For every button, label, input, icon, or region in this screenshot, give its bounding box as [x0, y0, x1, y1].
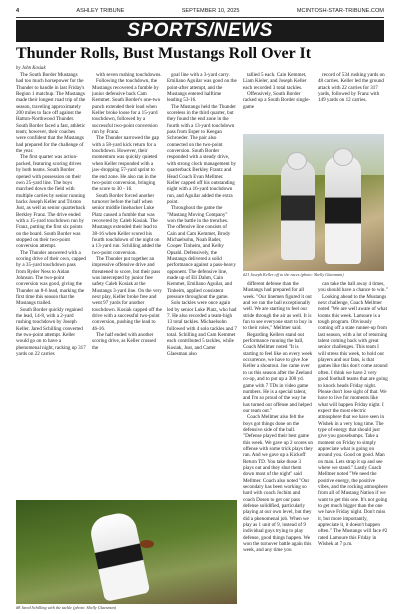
- article-paragraph: South Border quickly regained the lead, 14-8, with a 2-yard rushing touchdown by Joseph Keller. Jared Schilling converted the two-point attempt. Keller would go on to have a phenomenal night, racking up 317 yards on 22 carries: [16, 306, 86, 358]
- article-column-3: [167, 72, 237, 500]
- article-byline: by John Kosiak: [16, 66, 46, 71]
- article-column-5: [318, 72, 388, 130]
- article-paragraph: record of 534 rushing yards on 48 carries. Keller led the ground attack with 22 carries for 317 yards, followed by Franz with 149 yards on 12 carries.: [318, 72, 385, 104]
- article-paragraph: South Border forced another turnover before the half when senior middle linebacker Luke Platz caused a fumble that was recovered by Caleb Kosiak. The Mustangs extended their lead to 38-16 when Keller scored his fourth touchdown of the night on a 13-yard run. Schilling added the two-point conversion.: [92, 192, 162, 256]
- website: MCINTOSH-STAR-TRIBUNE.COM: [296, 8, 384, 14]
- article-paragraph: Throughout the game the "Mustang Moving Company" won the battle in the trenches. The offensive line consists of Cain and Cam Kemmet, Brody Michaelsohn, Noah Bader, Cooper Tinheim, and Kelby Opsahl. Defensively, the Mustangs delivered a solid performance against a pass-heavy opponent. The defensive line, made up of Eli Dahm, Cain Kemmet, Emiliano Aguilar, and Tinheim, applied consistent pressure throughout the game.: [167, 205, 236, 301]
- page-number: 4: [16, 8, 20, 14]
- photo-joseph-keller: [243, 134, 384, 271]
- article-column-5-lower: [318, 281, 388, 611]
- article-paragraph: The half ended with another scoring drive, as Keller crossed the: [92, 332, 157, 351]
- article-paragraph: Following the touchdown, the Mustangs recovered a fumble by junior defensive back Cam Kemmet. South Border's one-two punch extended their lead when Keller broke loose for a 15-yard touchdown, followed by a successful two-point conversion run by Franz.: [92, 78, 161, 136]
- photo-caption-left: #8 Jared Schilling with the tackle (photo: Shelly Glaesman): [16, 605, 117, 610]
- header-rule: [16, 17, 384, 18]
- article-paragraph: Solo tackles were once again led by senior Luke Platz, who had 7. He also recorded a team-high 13 total tackles. Michaelsohn followed with 4 solo tackles and 7 total. Schilling and Cam Kemmet each contributed 5 tackles, while Kosiak, Just, and Carter Glaesman also: [167, 300, 237, 358]
- article-paragraph: The first quarter was action-packed, featuring scoring drives by both teams. South Border opened with possession on their own 25-yard line. The boys marched down the field with multiple carries by senior running backs Joseph Keller and Triston Just, as well as senior quarterback Berkley Franz. The drive ended with a 15-yard touchdown run by Franz, putting the first six points on the board. South Border was stopped on their two-point conversion attempt.: [16, 154, 86, 250]
- article-paragraph: The South Border Mustangs had too much horsepower for the Thunder to handle in last Friday's Region 1 matchup. The Mustangs made their longest road trip of the season, traveling approximately 200 miles to face off against the Hatton-Northwood Thunder. South Border faced a fast, athletic team; however, their coaches were confident that the Mustangs had prepared for the challenge of the year.: [16, 72, 86, 155]
- article-paragraph: The Mustangs held the Thunder scoreless in the third quarter, but they found the end zone in the fourth with a 13-yard touchdown pass from Esper to Keegan Schroeder. The pair also connected on the two-point conversion. South Border responded with a steady drive, with strong clock management by quarterback Berkley Frantz and Head Coach Evan Mellmer. Keller capped off his outstanding night with a 16-yard touchdown run, and Aguilar added the extra point.: [167, 103, 237, 205]
- article-paragraph: The Thunder narrowed the gap with a 58-yard kick return for a touchdown. However, their momentum was quickly quieted when Keller responded with a jaw-dropping 57-yard sprint to the end zone. He also ran in the two-point conversion, bringing the score to 30 - 16.: [92, 135, 159, 193]
- article-paragraph: different defense than the Mustangs had prepared for all week. "Our linemen figured it out and we ran the ball exceptionally well. We are starting to feel our stride through the air as well. It is fun to see everyone start to buy in to their roles," Mellmer said.: [243, 281, 313, 332]
- article-paragraph: Offensively, South Border racked up a South Border single-game: [243, 91, 311, 110]
- article-paragraph: Looking ahead to the Mustangs next challenge, Coach Mellmer noted "We are well aware of what looms this week. Lamoure is a tough program. Obviously coming off a state runner-up from last season, with a lot of returning talent coming back with great senior challenges. This team I will stress this week, to hold our players and our fans, is that games like this don't come around often. I think we have 2 very good football teams that are going to knock heads Friday night. Please don't lose sight of that. We have to live for moments like what will happen Friday night. I expect the most electric atmosphere that we have seen in Wishek in a very long time. The type of energy that should just give you goosebumps. Take a moment on Friday to simply appreciate what is going on around you. Good on good. Man on man. Lets strap it up and see where we stand." Lastly Coach Mellmer noted "We need the positive energy, the positive vibes, and the rocking atmosphere from all of Mustang Nation if we want to get this one. It's not going to get much bigger than the one we have Friday night. Don't miss it, but more importantly, appreciate it, it doesn't happen often." The Mustangs will face #2 rated Lamoure this Friday in Wishek at 7 p.m.: [318, 293, 388, 548]
- article-paragraph: The Thunder put together an impressive offensive drive and threatened to score, but their pass was intercepted by junior free safety Caleb Kosiak at the Mustangs 3-yard line. On the very next play, Keller broke free and went 97 yards for another touchdown. Kosiak capped off the drive with a successful two-point conversion, pushing the lead to 46-16.: [92, 255, 162, 332]
- article-paragraph: can take the ball away 4 times, you should have a chance to win.": [318, 281, 388, 294]
- section-title: SPORTS/NEWS: [127, 20, 273, 41]
- article-paragraph: with seven rushing touchdowns.: [96, 72, 162, 78]
- paper-name: ASHLEY TRIBUNE: [76, 8, 125, 14]
- article-paragraph: Regarding Kellers stand out performance running the ball, Coach Mellmer noted "It is starting to feel like on every week occurrence, we have to give Joe Keller a shoutout. Joe came over to us this season after the Zeeland co-op, and to put up a 300 yd. game with 7 TDs in video game numbers. He is a special talent, and I'm so proud of the way he has turned our offense and helped our team out.": [243, 331, 313, 414]
- article-paragraph: tallied 5 each. Cain Kemmet, Liam Kieler, and Joseph Keller each recorded 3 total tackles.: [243, 72, 307, 91]
- photo-jared-schilling: [16, 500, 237, 604]
- section-banner: [16, 20, 384, 42]
- issue-date: SEPTEMBER 10, 2025: [181, 8, 240, 14]
- article-paragraph: Coach Mellmer also felt the boys got things done on the defensive side of the ball. "Defense played their best game this week. We gave up 2 scores on offense with some trick plays they ran. And we gave up a Kickoff Return TD. You take those 3 plays out and they shut them down most of the night" said Mellmer. Coach also noted "Our secondary has been working so hard with coach Jochim and coach Dosen to get our pass defense solidified, particularly playing at our own level, but they did a phenomenal job. When we play as 1 unit of 9, instead of 9 individual guys trying to play defense, good things happen. We won the turnover battle again this week, and any time you: [243, 414, 313, 554]
- photo-caption-right: #21 Joseph Keller off to the races (photo: Shelly Glaesman): [243, 272, 344, 277]
- article-column-1: [16, 72, 86, 500]
- article-column-2: [92, 72, 162, 500]
- article-paragraph: goal line with a 3-yard carry. Emiliano Aguilar was good on the point-after attempt, and the Mustangs entered halftime leading 53-16.: [167, 72, 237, 104]
- article-column-4-lower: [243, 281, 313, 611]
- article-paragraph: The Thunder answered with a scoring drive of their own, capped by a 35-yard touchdown pass from Ryder Ness to Aidan Johnson. The two-point conversion was good, giving the Thunder an 8-6 lead, marking the first time this season that the Mustangs trailed.: [16, 249, 86, 307]
- article-column-4: [243, 72, 313, 130]
- article-headline: Thunder Rolls, Bust Mustangs Roll Over It: [16, 45, 312, 62]
- page-header: [16, 6, 384, 16]
